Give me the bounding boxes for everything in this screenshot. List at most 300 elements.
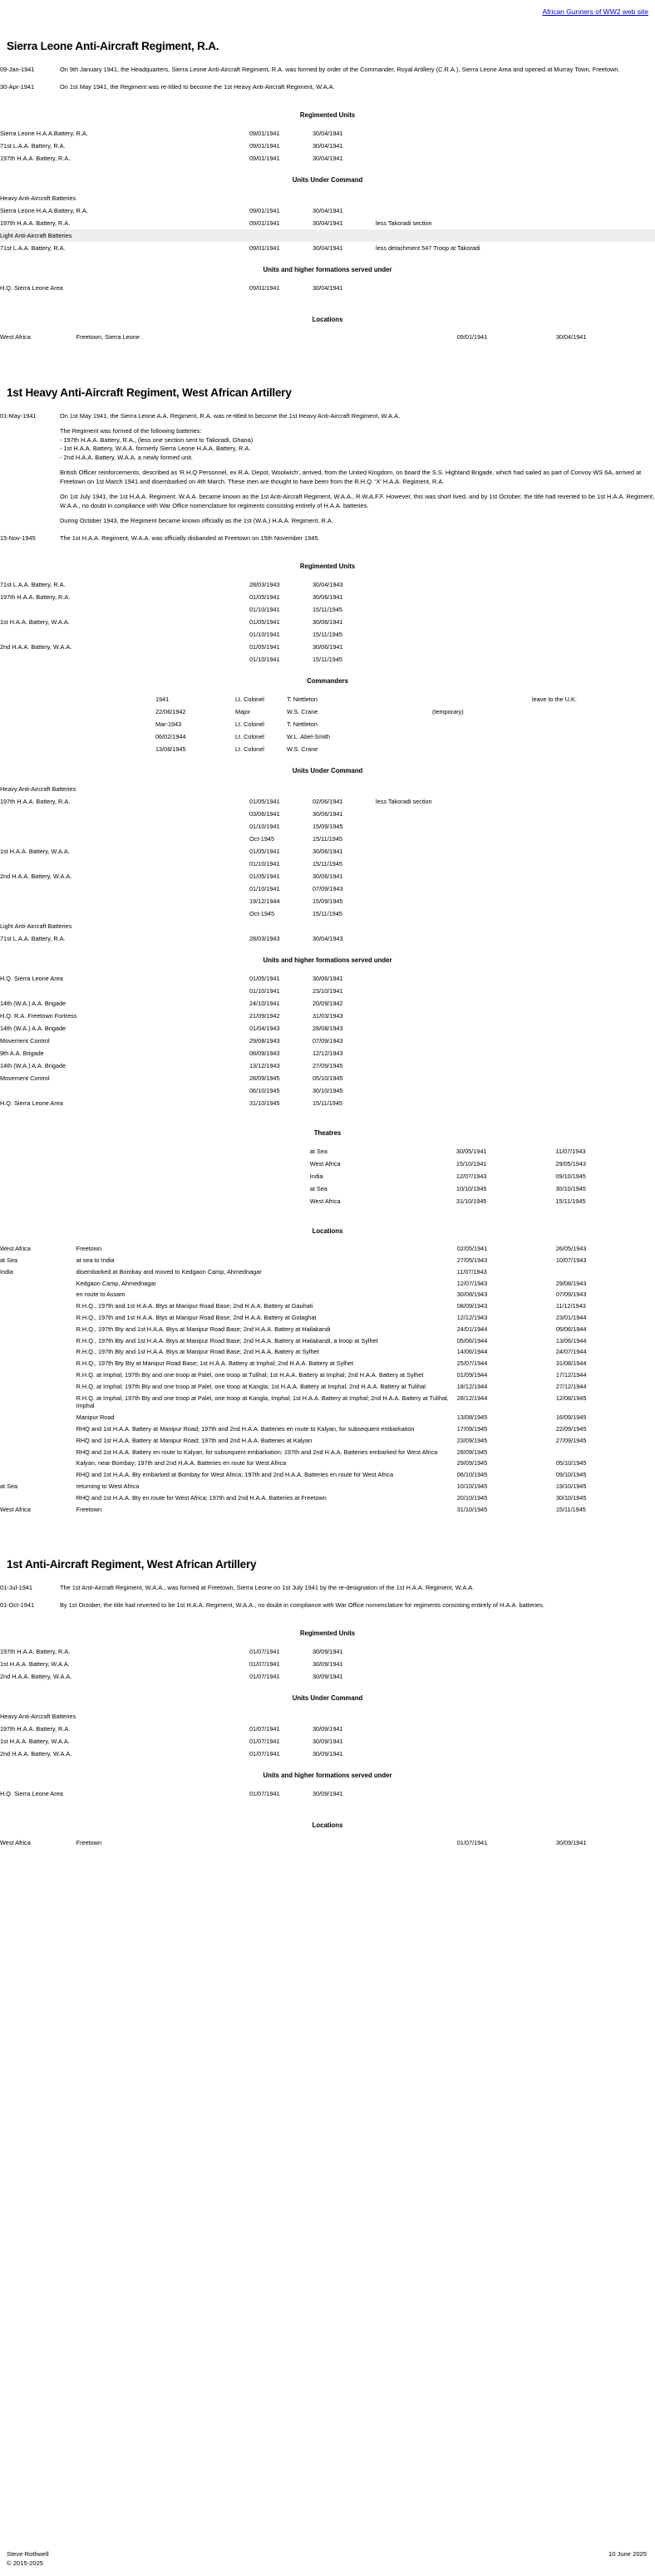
group-row	[0, 1710, 655, 1723]
table-row	[0, 1170, 655, 1182]
date-from: 01/07/1941	[249, 1724, 280, 1733]
table-row	[0, 1059, 655, 1072]
date-from: 12/07/1943	[456, 1279, 488, 1287]
table-row	[0, 743, 655, 755]
date-from: 01/07/1941	[249, 1737, 280, 1745]
date-to: 27/09/1945	[313, 1061, 343, 1069]
date-to: 07/09/1943	[313, 884, 343, 892]
commander-date: 22/06/1942	[155, 707, 186, 715]
theatre	[0, 1412, 76, 1423]
theatre	[0, 1300, 76, 1312]
top-link-row	[0, 0, 655, 18]
table-row	[0, 808, 655, 820]
date-to: 30/10/1945	[555, 1184, 586, 1192]
date-to: 30/09/1941	[555, 1839, 587, 1847]
group-row	[0, 920, 655, 932]
commander-rank: Lt. Colonel	[235, 695, 264, 703]
date-to: 30/09/1941	[313, 1724, 343, 1733]
date-to: 27/12/1944	[555, 1382, 587, 1390]
formation-name: H.Q. Sierra Leone Area	[0, 283, 63, 292]
history-date: 01-Jul-1941	[0, 1584, 33, 1592]
date-from: Oct-1945	[249, 909, 275, 917]
date-from: 19/12/1944	[249, 897, 280, 905]
date-from: 15/10/1941	[456, 1159, 487, 1168]
table-row	[0, 795, 655, 808]
table-row	[0, 332, 655, 343]
table-row	[0, 1243, 655, 1255]
unit-name	[0, 808, 249, 820]
date-to: 22/09/1945	[555, 1425, 587, 1433]
date-from: 09/01/1941	[249, 219, 280, 227]
date-from: Oct-1945	[249, 834, 275, 843]
date-to: 30/06/1941	[313, 809, 343, 818]
history-row	[0, 412, 655, 534]
history-table-3	[0, 1584, 655, 1618]
formation-name: 14th (W.A.) A.A. Brigade	[0, 999, 66, 1007]
date-from: 24/10/1941	[249, 999, 280, 1007]
table-row	[0, 1035, 655, 1047]
commanders-table	[0, 693, 655, 755]
unit-name: 197th H.A.A. Battery, R.A.	[0, 592, 71, 601]
commander-temp: (temporary)	[432, 707, 464, 715]
date-to: 07/09/1943	[313, 1036, 343, 1045]
date-to: 15/11/1945	[555, 1197, 586, 1205]
commander-name: W.S. Crane	[287, 707, 318, 715]
table-row	[0, 693, 655, 705]
theatre-name: India	[309, 1172, 323, 1180]
table-row	[0, 1423, 655, 1435]
heading-locations: Locations	[312, 316, 343, 323]
date-from: 25/07/1944	[456, 1359, 488, 1368]
group-label: Heavy Anti-Aircraft Batteries	[0, 784, 76, 793]
group-label: Light Anti-Aircraft Batteries	[0, 922, 72, 930]
unit-name	[0, 820, 249, 833]
date-from: 01/10/1941	[249, 986, 280, 995]
date-to: 17/12/1944	[555, 1371, 587, 1379]
theatre	[0, 1435, 76, 1447]
date-from: 03/06/1941	[249, 809, 280, 818]
regimented-units-table-1	[0, 127, 655, 165]
theatre	[0, 1469, 76, 1481]
heading-higher-formations-3: Units and higher formations served under	[263, 1772, 392, 1780]
theatre	[0, 1346, 76, 1358]
unit-name	[0, 833, 249, 845]
date-to: 15/11/1945	[555, 1505, 586, 1513]
date-from: 01/10/1941	[249, 605, 280, 613]
table-row	[0, 140, 655, 152]
date-to: 05/06/1944	[555, 1325, 587, 1333]
date-to: 30/09/1941	[313, 1672, 343, 1680]
table-row	[0, 1072, 655, 1084]
date-from: 01/05/1941	[249, 872, 280, 880]
table-row	[0, 718, 655, 730]
formation-name: 14th (W.A.) A.A. Brigade	[0, 1024, 66, 1032]
place: R.H.Q., 197th and 1st H.A.A. Btys at Manipur Road Base; 2nd H.A.A. Battery at Golaghat	[76, 1314, 317, 1322]
date-to: 15/11/1945	[313, 834, 342, 843]
unit-name	[0, 653, 249, 666]
table-row	[0, 204, 655, 217]
commander-note	[532, 718, 655, 730]
table-row	[0, 1335, 655, 1347]
commander-date: 13/08/1945	[155, 745, 186, 753]
unit-name: 1st H.A.A. Battery, W.A.A.	[0, 847, 70, 855]
table-row	[0, 1748, 655, 1760]
date-to: 15/11/1945	[313, 859, 342, 868]
date-from: 13/08/1945	[456, 1413, 488, 1422]
date-to: 09/10/1945	[555, 1471, 587, 1479]
higher-formations-table-3	[0, 1787, 655, 1800]
history-text: On 1st July 1941, the 1st H.A.A. Regiment, W.A.A. became known as the 1st Anti-Aircraft Regiment, W.A.A., R.W.A.F.F. However, this was short lived, and by 1st October, the title had reverted to be 1st H.A.A. Regiment, W.A.A., no doubt in compliance with War Office nomenclature for regiments consisting entirely of H.A.A. batteries.	[60, 493, 655, 509]
date-to: 10/07/1943	[555, 1256, 587, 1265]
theatre-name: West Africa	[309, 1197, 341, 1205]
date-from: 09/01/1941	[249, 154, 280, 162]
heading-higher-formations-2: Units and higher formations served under	[263, 956, 392, 965]
table-row	[0, 820, 655, 833]
date-to: 30/09/1941	[313, 1737, 343, 1745]
table-row	[0, 1458, 655, 1469]
regimented-units-table-3	[0, 1645, 655, 1683]
battery-list-item: - 2nd H.A.A. Battery, W.A.A. a newly formed unit.	[60, 453, 194, 461]
heading-commanders: Commanders	[307, 677, 348, 686]
date-to: 30/04/1943	[313, 580, 343, 588]
theatre	[0, 1335, 76, 1347]
date-to: 19/10/1945	[555, 1482, 587, 1491]
place: R.H.Q., 197th Bty Bty at Manipur Road Base; 1st H.A.A. Battery at Imphal; 2nd H.A.A. Battery at Sylhet	[76, 1359, 354, 1368]
battery-list	[60, 427, 655, 462]
date-from: 05/06/1944	[456, 1336, 488, 1345]
note	[376, 870, 655, 882]
theatre	[0, 1393, 76, 1413]
commander-temp	[432, 693, 532, 705]
commander-temp	[432, 743, 532, 755]
date-to: 30/04/1943	[313, 934, 343, 942]
table-row	[0, 1145, 655, 1158]
history-date: 15-Nov-1945	[0, 533, 36, 542]
footer-author: Steve Rothwell	[7, 2550, 49, 2558]
date-from: 17/09/1945	[456, 1425, 488, 1433]
commander-name: W.S. Crane	[287, 745, 318, 753]
table-row	[0, 997, 655, 1010]
theatre	[0, 1381, 76, 1393]
place: en route to Assam	[76, 1290, 126, 1299]
formation-name	[0, 1084, 249, 1097]
date-to: 15/09/1945	[313, 897, 343, 905]
note: less Takoradi section	[376, 797, 432, 805]
table-row	[0, 1412, 655, 1423]
theatre: at Sea	[0, 1256, 18, 1265]
commander-note: leave to the U.K.	[532, 695, 577, 703]
date-to: 30/09/1941	[313, 1789, 343, 1797]
place: Freetown, Sierra Leone	[76, 333, 140, 341]
table-row	[0, 1047, 655, 1059]
history-table-1	[0, 66, 655, 100]
locations-table-3	[0, 1837, 655, 1849]
table-row	[0, 1369, 655, 1381]
table-row	[0, 242, 655, 254]
place: returning to West Africa	[76, 1482, 140, 1491]
date-from: 09/01/1941	[249, 283, 280, 292]
unit-name: Sierra Leone H.A.A.Battery, R.A.	[0, 129, 88, 137]
group-label: Heavy Anti-Aircraft Batteries	[0, 1712, 76, 1720]
formation-name	[0, 985, 249, 997]
date-to: 15/11/1945	[313, 1099, 342, 1107]
table-row	[0, 1278, 655, 1290]
unit-name: 71st L.A.A. Battery, R.A.	[0, 141, 66, 150]
history-table-2	[0, 412, 655, 552]
unit-name	[0, 895, 249, 907]
date-from: 09/01/1941	[249, 206, 280, 214]
date-from: 01/05/1941	[249, 847, 280, 855]
place: R.H.Q., 197th Bty and 1st H.A.A. Btys at Manipur Road Base; 2nd H.A.A. Battery at Sylhet	[76, 1348, 319, 1356]
date-from: 23/09/1945	[456, 1436, 488, 1444]
unit-name	[0, 628, 249, 641]
table-row	[0, 1670, 655, 1683]
date-from: 01/05/1941	[249, 617, 280, 626]
history-text: On 1st May 1941, the Sierra Leone A.A. Regiment, R.A. was re-titled to become the 1st Heavy Anti-Aircraft Regiment, W.A.A.	[60, 411, 401, 420]
date-to: 12/08/1945	[555, 1394, 587, 1402]
table-row	[0, 882, 655, 895]
table-row	[0, 1504, 655, 1516]
place: R.H.Q., 197th Bty and 1st H.A.A. Btys at Manipur Road Base; 2nd H.A.A. Battery at Hailakandi, a troop at Sylhet	[76, 1336, 378, 1345]
commander-date: 06/02/1944	[155, 732, 186, 740]
unit-name: 197th H.A.A. Battery, R.A.	[0, 219, 71, 227]
history-row	[0, 534, 655, 552]
date-from: 10/10/1945	[456, 1184, 487, 1192]
date-from: 30/08/1943	[456, 1290, 488, 1299]
unit-name: Sierra Leone H.A.A.Battery, R.A.	[0, 206, 88, 214]
unit-name: 197th H.A.A. Battery, R.A.	[0, 1647, 71, 1655]
date-from: 01/05/1941	[249, 797, 280, 805]
unit-name: 71st L.A.A. Battery, R.A.	[0, 580, 66, 588]
date-to: 09/10/1945	[555, 1172, 586, 1180]
history-date: 01-Oct-1941	[0, 1600, 35, 1609]
unit-name: 2nd H.A.A. Battery, W.A.A.	[0, 872, 72, 880]
date-from: 08/09/1943	[456, 1302, 488, 1310]
table-row	[0, 1195, 655, 1207]
table-row	[0, 282, 655, 294]
commander-rank: Lt. Colonel	[235, 732, 264, 740]
unit-name	[0, 858, 249, 870]
history-row	[0, 66, 655, 83]
date-from: 01/04/1943	[249, 1024, 280, 1032]
place: Manipur Road	[76, 1413, 115, 1422]
theatre	[0, 1278, 76, 1290]
table-row	[0, 1492, 655, 1504]
group-row	[0, 783, 655, 795]
date-from: 09/01/1941	[249, 129, 280, 137]
date-from: 28/03/1943	[249, 934, 280, 942]
history-text: On 9th January 1941, the Headquarters, Sierra Leone Anti-Aircraft Regiment, R.A. was formed by order of the Commander, Royal Artillery (C.R.A.), Sierra Leone Area and opened at Murray Town, Freetown.	[60, 66, 620, 73]
date-from: 08/09/1943	[249, 1049, 280, 1057]
theatre: West Africa	[0, 1839, 31, 1847]
table-row	[0, 591, 655, 603]
heading-theatres: Theatres	[313, 1129, 342, 1138]
date-from: 06/10/1945	[249, 1086, 280, 1094]
formation-name: 14th (W.A.) A.A. Brigade	[0, 1061, 66, 1069]
unit-name	[0, 882, 249, 895]
date-to: 30/09/1941	[313, 1659, 343, 1668]
theatre: West Africa	[0, 1245, 31, 1253]
table-row	[0, 907, 655, 920]
date-to: 31/03/1943	[313, 1011, 343, 1020]
section-title-2: 1st Heavy Anti-Aircraft Regiment, West African Artillery	[7, 386, 292, 399]
date-to: 11/07/1943	[555, 1147, 586, 1155]
theatre	[0, 1492, 76, 1504]
unit-name: 71st L.A.A. Battery, R.A.	[0, 934, 66, 942]
table-row	[0, 932, 655, 945]
table-row	[0, 1300, 655, 1312]
commander-note	[532, 743, 655, 755]
date-from: 06/10/1945	[456, 1471, 488, 1479]
heading-units-under-command-3: Units Under Command	[292, 1694, 363, 1703]
units-under-command-table-1	[0, 192, 655, 254]
theatre	[0, 1358, 76, 1369]
note	[376, 127, 655, 140]
date-from: 13/12/1943	[249, 1061, 280, 1069]
date-to: 30/04/1941	[313, 219, 343, 227]
place: Freetown	[76, 1245, 102, 1253]
table-row	[0, 895, 655, 907]
formation-name: Movement Control	[0, 1074, 50, 1082]
theatre	[0, 1289, 76, 1300]
units-under-command-table-2	[0, 783, 655, 945]
date-from: 09/01/1941	[456, 333, 488, 341]
note: less detachment 547 Troop at Takoradi	[376, 243, 480, 252]
date-from: 02/05/1941	[456, 1245, 488, 1253]
date-from: 01/10/1941	[249, 884, 280, 892]
place: Kalyan, near Bombay; 197th and 2nd H.A.A. Batteries en route for West Africa	[76, 1459, 287, 1467]
heading-regimented-units-2: Regimented Units	[299, 563, 356, 571]
formation-name: H.Q. Sierra Leone Area	[0, 1099, 63, 1107]
date-from: 01/09/1944	[456, 1371, 488, 1379]
group-label: Light Anti-Aircraft Batteries	[0, 231, 72, 239]
theatre	[0, 1312, 76, 1324]
date-to: 11/12/1943	[555, 1302, 586, 1310]
commander-date: 1941	[155, 695, 170, 703]
date-to: 30/10/1945	[555, 1493, 587, 1502]
date-to: 30/04/1941	[313, 129, 343, 137]
theatre: India	[0, 1267, 13, 1276]
date-to: 12/12/1943	[313, 1049, 343, 1057]
date-from: 31/10/1945	[456, 1197, 487, 1205]
unit-name	[0, 907, 249, 920]
table-row	[0, 1182, 655, 1195]
table-row	[0, 1097, 655, 1109]
formation-name: Movement Control	[0, 1036, 50, 1045]
date-from: 01/07/1941	[249, 1789, 280, 1797]
locations-table-1	[0, 332, 655, 343]
note	[376, 833, 655, 845]
place: RHQ and 1st H.A.A. Battery en route to Kalyan, for subsequent embarkation; 197th and 2nd H.A.A. Batteries embarked for West Africa	[76, 1448, 438, 1456]
locations-table-2	[0, 1243, 655, 1515]
date-from: 27/05/1943	[456, 1256, 488, 1265]
table-row	[0, 845, 655, 858]
date-to: 30/04/1941	[313, 206, 343, 214]
date-from: 28/09/1945	[456, 1448, 488, 1456]
table-row	[0, 1022, 655, 1035]
date-from: 01/10/1941	[249, 630, 280, 638]
table-row	[0, 1358, 655, 1369]
table-row	[0, 1010, 655, 1022]
place: Kedgaon Camp, Ahmednagar	[76, 1279, 156, 1287]
footer-author-block	[7, 2549, 49, 2568]
date-to: 30/09/1941	[313, 1749, 343, 1757]
table-row	[0, 730, 655, 743]
commander-temp	[432, 730, 532, 743]
table-row	[0, 578, 655, 591]
date-from: 20/10/1945	[456, 1493, 488, 1502]
date-from: 24/01/1944	[456, 1325, 488, 1333]
date-from: 01/07/1941	[249, 1659, 280, 1668]
heading-locations-2: Locations	[312, 1227, 343, 1236]
date-from: 18/12/1944	[456, 1382, 488, 1390]
table-row	[0, 616, 655, 628]
history-text: By 1st October, the title had reverted to be 1st H.A.A. Regiment, W.A.A., no doubt in compliance with War Office nomenclature for regiments consisting entirely of H.A.A. batteries.	[60, 1600, 544, 1609]
date-from: 10/10/1945	[456, 1482, 488, 1491]
history-date: 01-May-1941	[0, 411, 37, 420]
table-row	[0, 705, 655, 718]
place: at sea to India	[76, 1256, 115, 1265]
place: RHQ and 1st H.A.A. Bty en route for West Africa; 197th and 2nd H.A.A. Batteries at Freetown	[76, 1493, 327, 1502]
unit-name	[0, 603, 249, 616]
note	[376, 808, 655, 820]
date-to: 20/09/1942	[313, 999, 343, 1007]
place: R.H.Q. at Imphal; 197th Bty and one troop at Palel, one troop at Tulihal; 1st H.A.A. Battery at Imphal; 2nd H.A.A. Battery at Sylhet	[76, 1371, 424, 1379]
theatre-name: at Sea	[309, 1184, 328, 1192]
date-from: 28/09/1945	[249, 1074, 280, 1082]
table-row	[0, 641, 655, 653]
heading-higher-formations: Units and higher formations served under	[263, 266, 392, 273]
commander-temp	[432, 718, 532, 730]
date-to: 24/07/1944	[555, 1348, 587, 1356]
date-from: 01/07/1941	[249, 1672, 280, 1680]
place: R.H.Q. at Imphal; 197th Bty and one troop at Palel, one troop at Kangla; 1st H.A.A. Battery at Imphal; 2nd H.A.A. Battery at Tulihal	[76, 1382, 426, 1390]
table-row	[0, 833, 655, 845]
unit-name: 197th H.A.A. Battery, R.A.	[0, 154, 71, 162]
date-to: 05/10/1945	[555, 1459, 587, 1467]
date-from: 31/10/1945	[456, 1505, 488, 1513]
history-text: On 1st May 1941, the Regiment was re-titled to become the 1st Heavy Anti-Aircraft Regiment, W.A.A.	[60, 82, 335, 91]
date-to: 30/04/1941	[313, 283, 343, 292]
date-from: 09/01/1941	[249, 141, 280, 150]
battery-list-item: - 197th H.A.A. Battery, R.A., (less one section sent to Takoradi, Ghana)	[60, 435, 254, 444]
date-to: 26/05/1943	[555, 1245, 587, 1253]
commander-note	[532, 705, 655, 718]
note	[376, 845, 655, 858]
table-row	[0, 1393, 655, 1413]
note	[376, 895, 655, 907]
date-to: 05/10/1945	[313, 1074, 343, 1082]
date-to: 29/08/1943	[555, 1279, 587, 1287]
history-row	[0, 83, 655, 101]
history-text: The 1st H.A.A. Regiment, W.A.A. was officially disbanded at Freetown on 15th November 1945.	[60, 533, 320, 542]
date-from: 28/12/1944	[456, 1394, 488, 1402]
date-to: 30/06/1941	[313, 592, 343, 601]
theatre	[0, 1458, 76, 1469]
place: R.H.Q., 197th Bty and 1st H.A.A. Btys at Manipur Road Base; 2nd H.A.A. Battery at Hailakandi	[76, 1325, 331, 1333]
footer-copyright: © 2015-2025	[7, 2559, 44, 2567]
note	[376, 152, 655, 165]
heading-units-under-command-2: Units Under Command	[292, 767, 363, 775]
heading-regimented-units-3: Regimented Units	[299, 1630, 356, 1638]
table-row	[0, 1723, 655, 1735]
battery-list-item: - 1st H.A.A. Battery, W.A.A. formerly Sierra Leone H.A.A. Battery, R.A.	[60, 445, 251, 453]
place: RHQ and 1st H.A.A. Bty embarked at Bombay for West Africa; 197th and 2nd H.A.A. Batteries en route for West Africa	[76, 1471, 393, 1479]
african-gunners-link[interactable]: African Gunners of WW2 web site	[542, 7, 648, 16]
table-row	[0, 1381, 655, 1393]
date-from: 29/08/1943	[249, 1036, 280, 1045]
note	[376, 820, 655, 833]
